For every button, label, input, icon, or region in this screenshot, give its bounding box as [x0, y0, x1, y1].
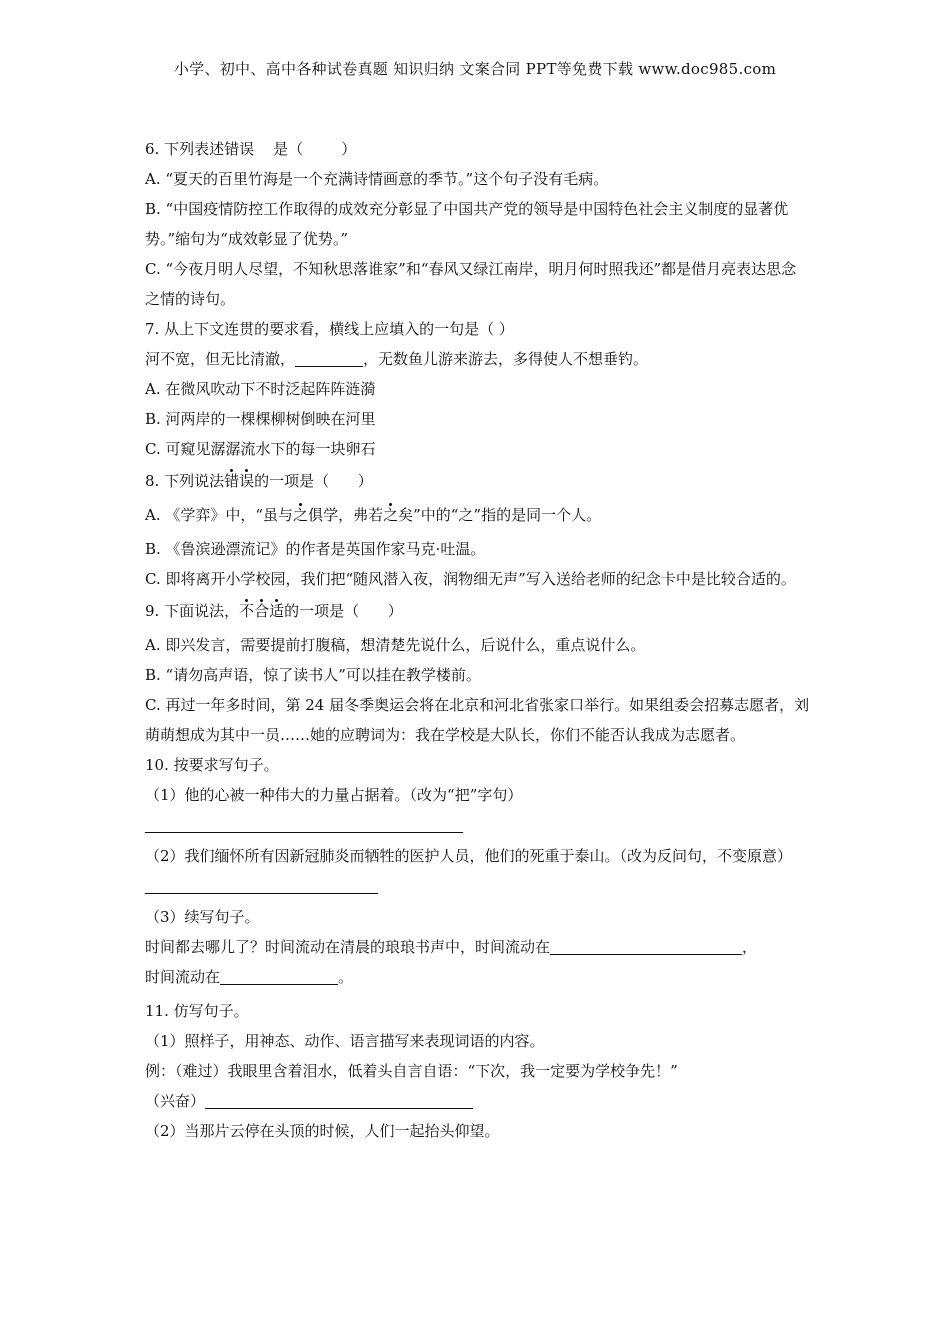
question-10-part-2: （2）我们缅怀所有因新冠肺炎而牺牲的医护人员，他们的死重于泰山。（改为反问句，不变原意）	[145, 847, 793, 865]
sentence-text: ，	[742, 938, 758, 956]
question-8-stem	[145, 466, 810, 496]
question-10-part-3: （3）续写句子。	[145, 908, 260, 926]
question-7-option-a: A. 在微风吹动下不时泛起阵阵涟漪	[145, 380, 376, 398]
question-8-option-c: C. 即将离开小学校园，我们把“随风潜入夜，润物细无声”写入送给老师的纪念卡中是比较合适的。	[145, 570, 796, 588]
question-9-option-c: C. 再过一年多时间，第 24 届冬季奥运会将在北京和河北省张家口举行。如果组委会招募志愿者，刘萌萌想成为其中一员……她的应聘词为：我在学校是大队长，你们不能否认我成为志愿者。	[145, 696, 810, 744]
question-7-blank[interactable]	[295, 350, 363, 367]
exam-content	[145, 134, 810, 1146]
emphasis-char: 错	[224, 472, 240, 490]
question-7-sentence-before: 河不宽，但无比清澈，	[145, 350, 296, 368]
question-9-stem-pre: 9. 下面说法，	[145, 602, 240, 620]
question-11-stem: 11. 仿写句子。	[145, 1002, 249, 1020]
question-10-part-1: （1）他的心被一种伟大的力量占据着。（改为“把”字句）	[145, 786, 523, 804]
sentence-text: 时间都去哪儿了？时间流动在清晨的琅琅书声中，时间流动在	[145, 938, 551, 956]
emphasis-char: 合	[254, 602, 270, 620]
emphasis-char: 不	[239, 602, 255, 620]
answer-blank[interactable]	[220, 968, 338, 985]
answer-line[interactable]	[145, 810, 463, 833]
option-text: 矣”中的“之”指的是同一个人。	[398, 506, 602, 524]
question-11-part-1: （1）照样子，用神态、动作、语言描写来表现词语的内容。	[145, 1032, 545, 1050]
question-9-option-a: A. 即兴发言，需要提前打腹稿，想清楚先说什么，后说什么，重点说什么。	[145, 636, 646, 654]
option-text: A. 《学弈》中，“虽与	[145, 506, 294, 524]
emphasis-char: 误	[239, 472, 255, 490]
question-10-stem: 10. 按要求写句子。	[145, 756, 279, 774]
question-7-option-c: C. 可窥见潺潺流水下的每一块卵石	[145, 440, 376, 458]
emphasis-char: 之	[383, 506, 399, 524]
answer-blank[interactable]	[550, 938, 742, 955]
question-8-option-b: B. 《鲁滨逊漂流记》的作者是英国作家马克·吐温。	[145, 540, 486, 558]
question-6-option-b: B. “中国疫情防控工作取得的成效充分彰显了中国共产党的领导是中国特色社会主义制度的显著优势。”缩句为“成效彰显了优势。”	[145, 200, 789, 248]
question-9-option-b: B. “请勿高声语，惊了读书人”可以挂在教学楼前。	[145, 666, 481, 684]
question-11-example: 例：（难过）我眼里含着泪水，低着头自言自语：“下次，我一定要为学校争先！”	[145, 1062, 678, 1080]
question-7-stem: 7. 从上下文连贯的要求看，横线上应填入的一句是（ ）	[145, 320, 514, 338]
question-11-prompt	[145, 1086, 810, 1116]
sentence-text: 时间流动在	[145, 968, 221, 986]
question-9-stem-post: 的一项是（ ）	[284, 602, 403, 620]
question-6-stem: 6. 下列表述错误 是（ ）	[145, 140, 357, 158]
sentence-text: 。	[338, 968, 354, 986]
question-9-stem	[145, 596, 810, 626]
question-11-part-2: （2）当那片云停在头顶的时候，人们一起抬头仰望。	[145, 1122, 500, 1140]
emphasis-char: 之	[293, 506, 309, 524]
question-8-stem-pre: 8. 下列说法	[145, 472, 225, 490]
question-6-option-a: A. “夏天的百里竹海是一个充满诗情画意的季节。”这个句子没有毛病。	[145, 170, 609, 188]
question-8-option-a	[145, 500, 810, 530]
prompt-word: （兴奋）	[145, 1092, 206, 1110]
question-7-sentence-after: ，无数鱼儿游来游去，多得使人不想垂钓。	[363, 350, 649, 368]
answer-line[interactable]	[145, 871, 378, 894]
question-10-part-3-sentence-1	[145, 932, 810, 962]
question-7-option-b: B. 河两岸的一棵棵柳树倒映在河里	[145, 410, 376, 428]
page-header: 小学、初中、高中各种试卷真题 知识归纳 文案合同 PPT等免费下载 www.doc985.com	[173, 60, 777, 78]
question-6-option-c: C. “今夜月明人尽望，不知秋思落谁家”和“春风又绿江南岸，明月何时照我还”都是借月亮表达思念之情的诗句。	[145, 260, 797, 308]
question-8-stem-post: 的一项是（ ）	[254, 472, 373, 490]
answer-blank[interactable]	[205, 1092, 473, 1109]
question-7-sentence	[145, 344, 810, 374]
option-text: 俱学，弗若	[308, 506, 384, 524]
emphasis-char: 适	[269, 602, 285, 620]
question-10-part-3-sentence-2	[145, 962, 810, 992]
